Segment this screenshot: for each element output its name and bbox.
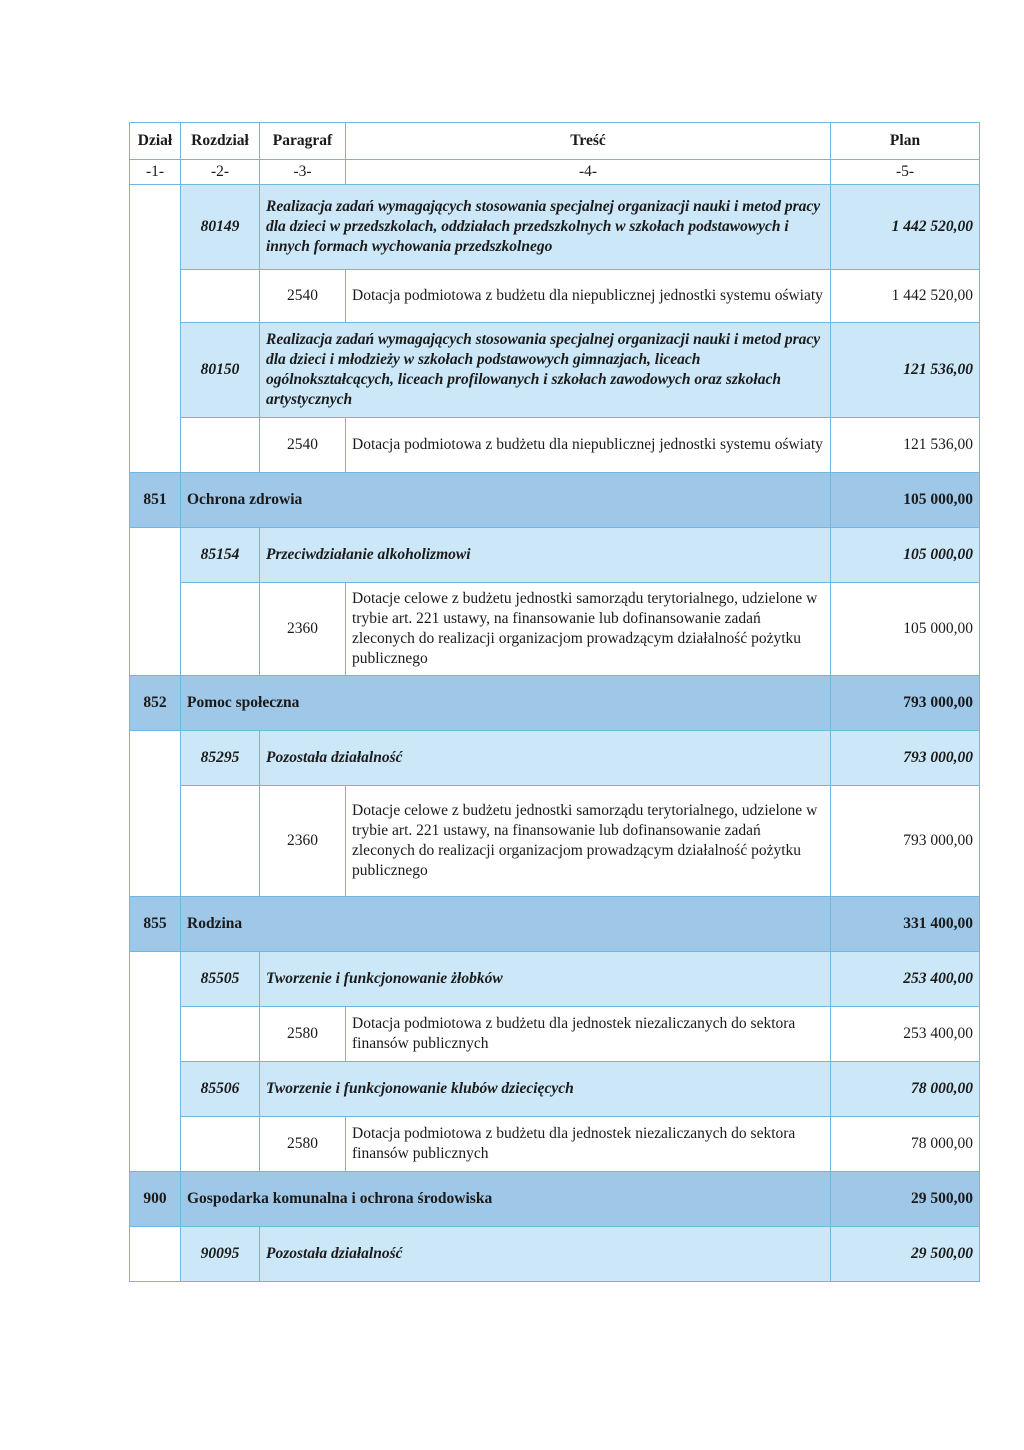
dzial-plan: 105 000,00 [831, 473, 980, 528]
header-plan: Plan [831, 123, 980, 160]
rozdzial-code: 90095 [181, 1227, 260, 1282]
dzial-plan: 793 000,00 [831, 676, 980, 731]
paragraf-plan: 793 000,00 [831, 786, 980, 897]
dzial-description: Gospodarka komunalna i ochrona środowiska [181, 1172, 831, 1227]
paragraf-code: 2540 [260, 270, 346, 323]
table-row [130, 418, 980, 473]
paragraf-description: Dotacja podmiotowa z budżetu dla jednostek niezaliczanych do sektora finansów publicznych [346, 1007, 831, 1062]
table-row [130, 731, 980, 786]
paragraf-description: Dotacja podmiotowa z budżetu dla jednostek niezaliczanych do sektora finansów publicznych [346, 1117, 831, 1172]
dzial-cell-empty [130, 185, 181, 473]
table-row [130, 786, 980, 897]
table-row [130, 1117, 980, 1172]
paragraf-description: Dotacje celowe z budżetu jednostki samorządu terytorialnego, udzielone w trybie art. 221 ustawy, na finansowanie lub dofinansowanie zadań zleconych do realizacji organizacjom prowadzącym działalność pożytku publicznego [346, 786, 831, 897]
paragraf-plan: 78 000,00 [831, 1117, 980, 1172]
dzial-description: Ochrona zdrowia [181, 473, 831, 528]
header-numbers-row [130, 160, 980, 185]
paragraf-description: Dotacja podmiotowa z budżetu dla niepublicznej jednostki systemu oświaty [346, 418, 831, 473]
rozdzial-code: 85505 [181, 952, 260, 1007]
rozdzial-description: Realizacja zadań wymagających stosowania specjalnej organizacji nauki i metod pracy dla dzieci i młodzieży w szkołach podstawowych gimnazjach, liceach ogólnokształcących, liceach profilowanych i szkołach zawodowych oraz szkołach artystycznych [260, 323, 831, 418]
rozdzial-description: Tworzenie i funkcjonowanie klubów dziecięcych [260, 1062, 831, 1117]
col-number-1: -1- [130, 160, 181, 185]
header-rozdzial: Rozdział [181, 123, 260, 160]
rozdzial-plan: 29 500,00 [831, 1227, 980, 1282]
paragraf-plan: 1 442 520,00 [831, 270, 980, 323]
rozdzial-plan: 105 000,00 [831, 528, 980, 583]
col-number-3: -3- [260, 160, 346, 185]
paragraf-code: 2360 [260, 786, 346, 897]
table-row [130, 323, 980, 418]
table-row [130, 270, 980, 323]
rozdzial-plan: 78 000,00 [831, 1062, 980, 1117]
paragraf-code: 2540 [260, 418, 346, 473]
table-row [130, 1062, 980, 1117]
table-row [130, 1227, 980, 1282]
table-row [130, 528, 980, 583]
rozdzial-plan: 1 442 520,00 [831, 185, 980, 270]
dzial-code: 851 [130, 473, 181, 528]
rozdzial-code: 85295 [181, 731, 260, 786]
table-row [130, 1007, 980, 1062]
header-dzial: Dział [130, 123, 181, 160]
rozdzial-code: 85154 [181, 528, 260, 583]
table-row [130, 897, 980, 952]
rozdzial-code: 85506 [181, 1062, 260, 1117]
rozdzial-description: Tworzenie i funkcjonowanie żłobków [260, 952, 831, 1007]
paragraf-code: 2360 [260, 583, 346, 676]
paragraf-plan: 105 000,00 [831, 583, 980, 676]
col-number-4: -4- [346, 160, 831, 185]
rozdzial-code: 80150 [181, 323, 260, 418]
table-row [130, 676, 980, 731]
header-paragraf: Paragraf [260, 123, 346, 160]
table-row [130, 1172, 980, 1227]
rozdzial-description: Pozostała działalność [260, 731, 831, 786]
rozdzial-code: 80149 [181, 185, 260, 270]
table-row [130, 473, 980, 528]
col-number-2: -2- [181, 160, 260, 185]
budget-table [129, 122, 980, 1282]
table-row [130, 583, 980, 676]
rozdzial-description: Pozostała działalność [260, 1227, 831, 1282]
paragraf-plan: 121 536,00 [831, 418, 980, 473]
header-tresc: Treść [346, 123, 831, 160]
dzial-plan: 29 500,00 [831, 1172, 980, 1227]
dzial-code: 900 [130, 1172, 181, 1227]
paragraf-description: Dotacje celowe z budżetu jednostki samorządu terytorialnego, udzielone w trybie art. 221 ustawy, na finansowanie lub dofinansowanie zadań zleconych do realizacji organizacjom prowadzącym działalność pożytku publicznego [346, 583, 831, 676]
paragraf-code: 2580 [260, 1007, 346, 1062]
rozdzial-description: Realizacja zadań wymagających stosowania specjalnej organizacji nauki i metod pracy dla dzieci w przedszkolach, oddziałach przedszkolnych w szkołach podstawowych i innych formach wychowania przedszkolnego [260, 185, 831, 270]
dzial-code: 852 [130, 676, 181, 731]
table-row [130, 185, 980, 270]
rozdzial-description: Przeciwdziałanie alkoholizmowi [260, 528, 831, 583]
dzial-code: 855 [130, 897, 181, 952]
rozdzial-plan: 253 400,00 [831, 952, 980, 1007]
table-row [130, 952, 980, 1007]
paragraf-description: Dotacja podmiotowa z budżetu dla niepublicznej jednostki systemu oświaty [346, 270, 831, 323]
rozdzial-plan: 793 000,00 [831, 731, 980, 786]
dzial-description: Pomoc społeczna [181, 676, 831, 731]
dzial-plan: 331 400,00 [831, 897, 980, 952]
paragraf-plan: 253 400,00 [831, 1007, 980, 1062]
dzial-description: Rodzina [181, 897, 831, 952]
header-row [130, 123, 980, 160]
paragraf-code: 2580 [260, 1117, 346, 1172]
col-number-5: -5- [831, 160, 980, 185]
rozdzial-plan: 121 536,00 [831, 323, 980, 418]
